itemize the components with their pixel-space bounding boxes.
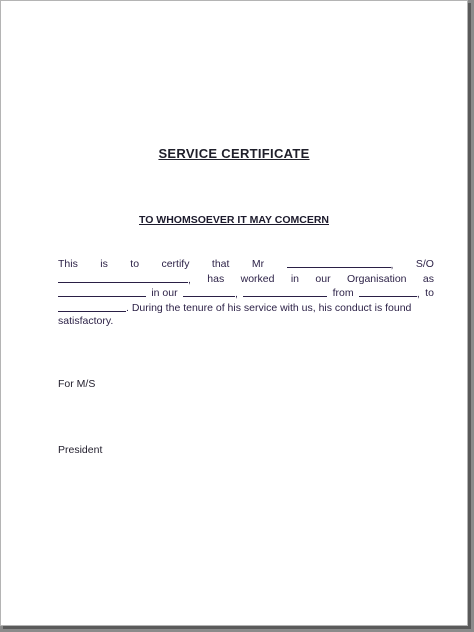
body-word: from	[332, 287, 354, 300]
body-word: S/O	[415, 258, 434, 270]
start-date-blank	[359, 287, 417, 297]
body-word: worked	[240, 272, 275, 285]
designation-blank	[58, 287, 146, 297]
body-word: has	[207, 272, 225, 285]
body-word: our	[315, 272, 331, 285]
body-line-3	[58, 287, 434, 302]
body-line-2	[58, 273, 434, 288]
body-word: in our	[151, 287, 178, 300]
body-line-4	[58, 302, 434, 316]
certificate-body	[58, 258, 434, 329]
body-word: as	[422, 272, 434, 285]
body-word: in	[290, 272, 300, 285]
body-word: to	[425, 287, 434, 300]
department-blank	[183, 287, 235, 297]
end-date-blank	[58, 302, 126, 312]
body-line-5	[58, 315, 434, 329]
body-word: This	[58, 258, 78, 270]
body-word: Mr	[251, 258, 265, 270]
body-text-segment: . During the tenure of his service with us, his conduct is found	[126, 301, 412, 314]
location-blank	[243, 287, 327, 297]
body-word: that	[211, 258, 230, 270]
certificate-subtitle: TO WHOMSOEVER IT MAY COMCERN	[139, 214, 329, 226]
body-word: certify	[161, 258, 190, 270]
body-text-segment: satisfactory.	[58, 315, 114, 328]
name-blank	[287, 258, 391, 268]
father-name-blank	[58, 273, 188, 283]
certificate-title: SERVICE CERTIFICATE	[158, 146, 310, 161]
signatory-designation: President	[58, 444, 103, 456]
body-line-1	[58, 258, 434, 273]
start-date-field: ,	[359, 287, 420, 302]
body-word: is	[100, 258, 108, 270]
body-word: to	[130, 258, 140, 270]
for-company-label: For M/S	[58, 378, 96, 390]
name-field: ,	[287, 258, 394, 273]
father-name-field: ,	[58, 273, 191, 288]
department-field: ,	[183, 287, 238, 302]
body-word: Organisation	[346, 272, 407, 285]
